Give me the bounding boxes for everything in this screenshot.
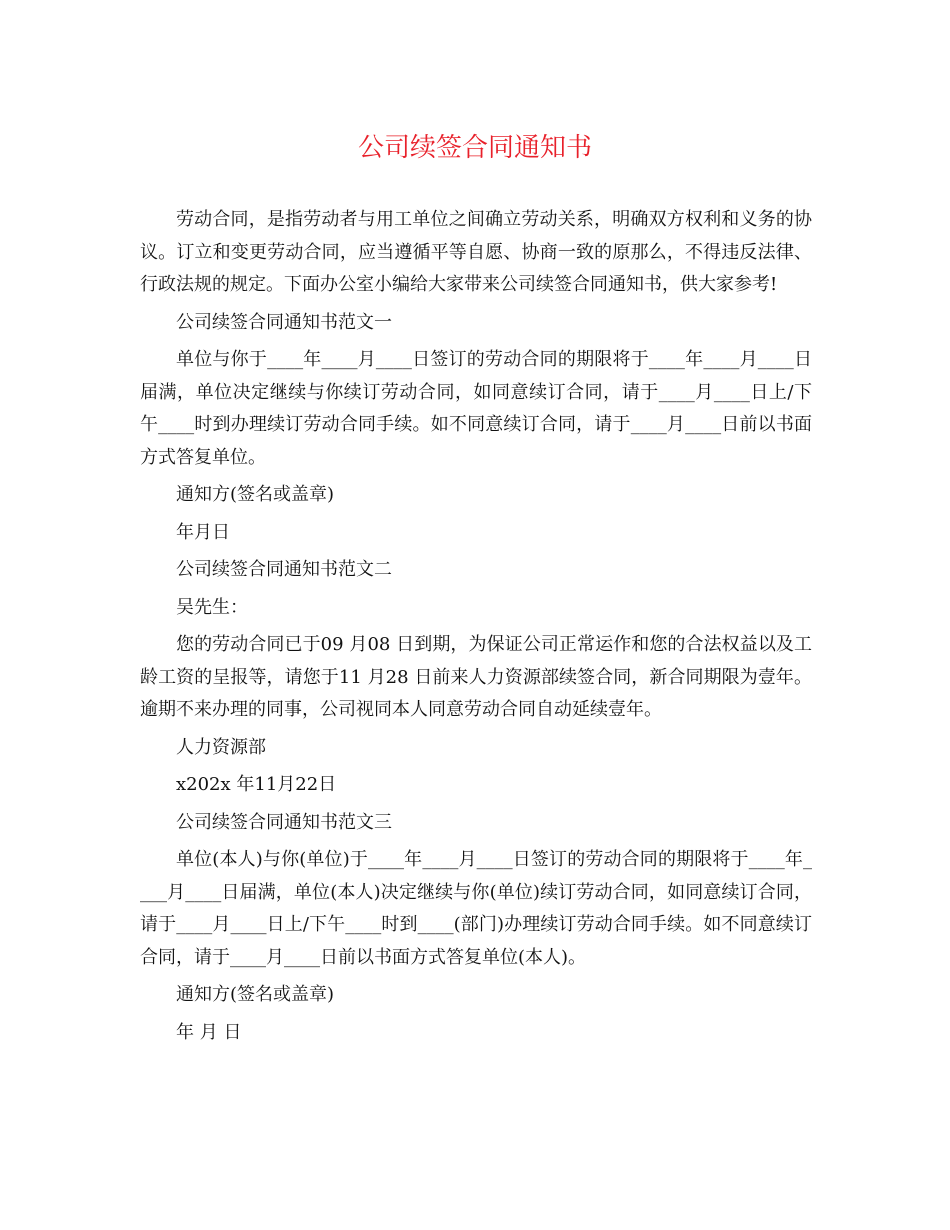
sample-one-signature: 通知方(签名或盖章) [176, 484, 335, 505]
sample-one-date: 年月日 [176, 521, 230, 543]
sample-two-body: 您的劳动合同已于09 月08 日到期，为保证公司正常运作和您的合法权益以及工龄工资的呈报等，请您于11 月28 日前来人力资源部续签合同，新合同期限为壹年。逾期不来办理的同事，公司视同本人同意劳动合同自动延续壹年。 [140, 634, 812, 720]
sample-two-date: x202x 年11月22日 [176, 774, 337, 795]
sample-three-signature: 通知方(签名或盖章) [176, 984, 335, 1005]
sample-two-salutation: 吴先生： [176, 596, 248, 618]
sample-three-body: 单位(本人)与你(单位)于____年____月____日签订的劳动合同的期限将于____年____月____日届满，单位(本人)决定继续与你(单位)续订劳动合同，如同意续订合同，请于____月____日上/下午____时到____(部门)办理续订劳动合同手续。如不同意续订合同，请于____月____日前以书面方式答复单位(本人)。 [140, 849, 812, 968]
document-title: 公司续签合同通知书 [357, 133, 592, 163]
sample-three-heading: 公司续签合同通知书范文三 [176, 811, 392, 833]
sample-one-heading: 公司续签合同通知书范文一 [176, 311, 392, 333]
sample-one-body: 单位与你于____年____月____日签订的劳动合同的期限将于____年____月____日届满，单位决定继续与你续订劳动合同，如同意续订合同，请于____月____日上/下午____时到办理续订劳动合同手续。如不同意续订合同，请于____月____日前以书面方式答复单位。 [140, 349, 812, 468]
sample-two-heading: 公司续签合同通知书范文二 [176, 559, 392, 580]
sample-two-department: 人力资源部 [176, 736, 266, 758]
sample-three-date: 年 月 日 [176, 1021, 242, 1043]
document-body [140, 204, 812, 1054]
intro-paragraph: 劳动合同，是指劳动者与用工单位之间确立劳动关系，明确双方权利和义务的协议。订立和变更劳动合同，应当遵循平等自愿、协商一致的原那么，不得违反法律、行政法规的规定。下面办公室小编给大家带来公司续签合同通知书，供大家参考! [140, 209, 812, 295]
